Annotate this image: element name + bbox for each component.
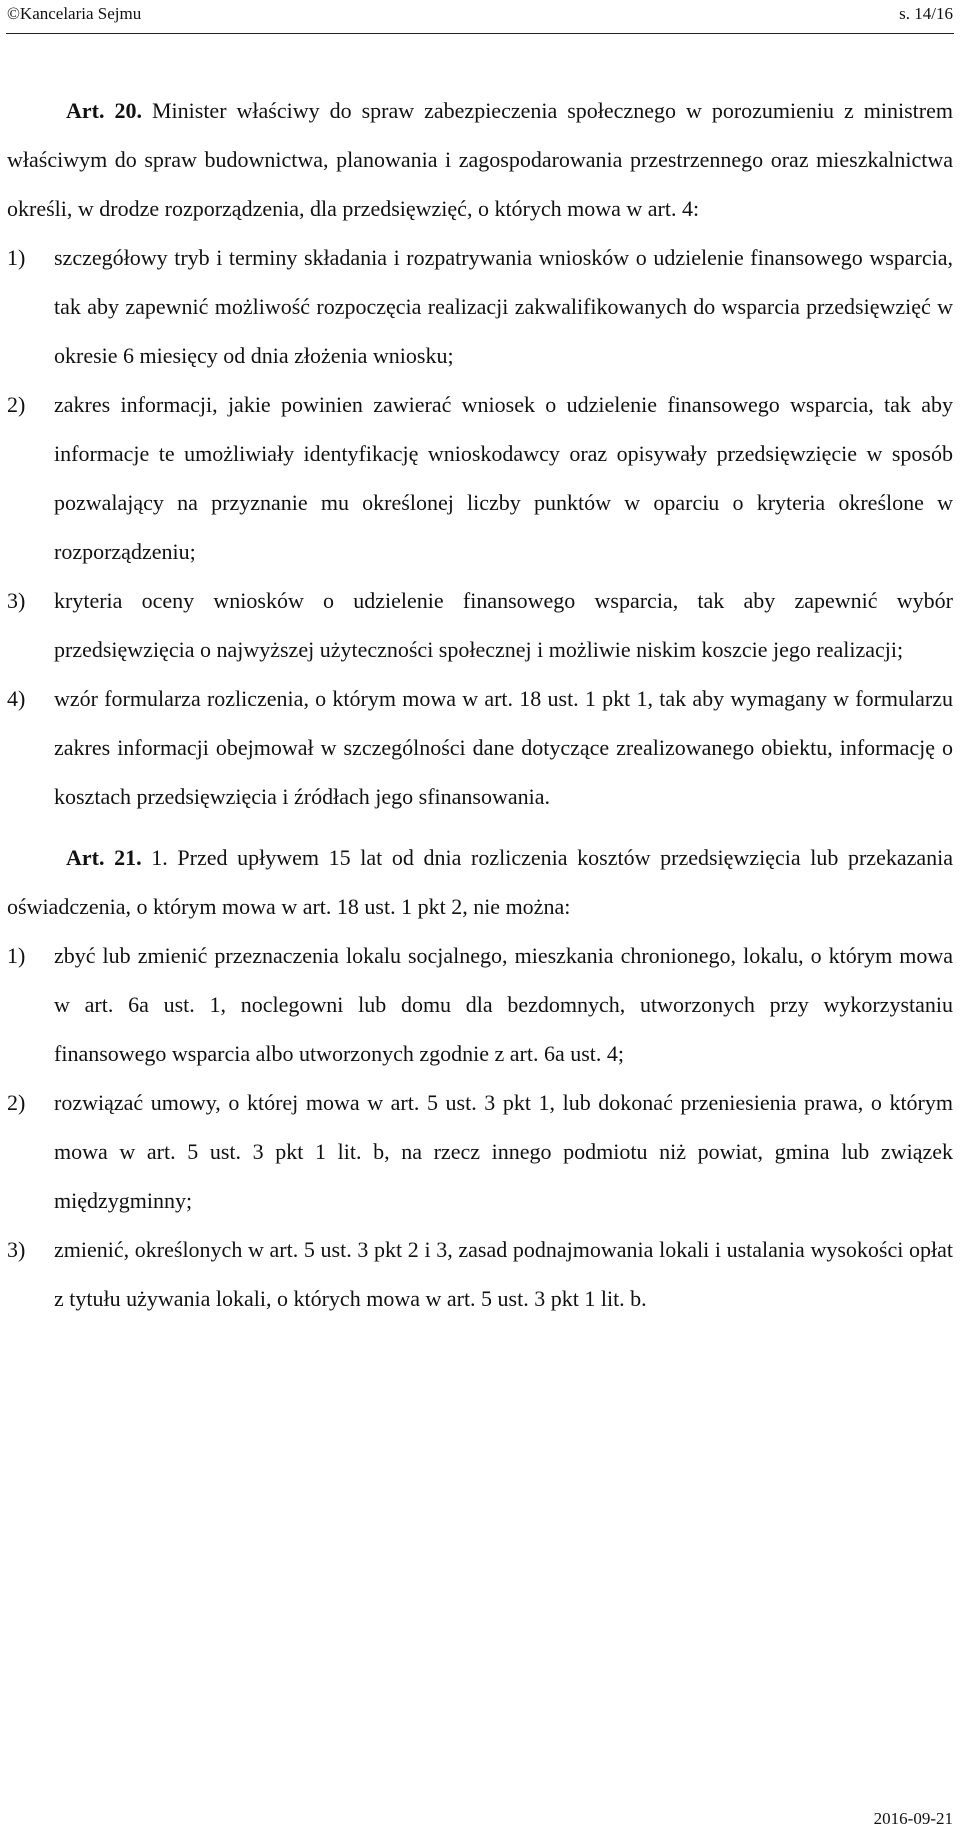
page-footer-date: 2016-09-21 [873, 1809, 953, 1828]
point-text: zbyć lub zmienić przeznaczenia lokalu socjalnego, mieszkania chronionego, lokalu, o którym mowa w art. 6a ust. 1, noclegowni lub domu dla bezdomnych, utworzonych przy wykorzystaniu finansowego wsparcia albo utworzonych zgodnie z art. 6a ust. 4; [54, 943, 953, 1066]
list-item [7, 1225, 953, 1323]
point-text: wzór formularza rozliczenia, o którym mowa w art. 18 ust. 1 pkt 1, tak aby wymagany w formularzu zakres informacji obejmował w szczególności dane dotyczące zrealizowanego obiektu, informację o kosztach przedsięwzięcia i źródłach jego sfinansowania. [54, 686, 953, 809]
point-number: 2) [7, 1090, 26, 1115]
point-number: 4) [7, 686, 26, 711]
list-item [7, 674, 953, 821]
article-21-label: Art. 21. [66, 845, 142, 870]
point-number: 2) [7, 392, 26, 417]
document-body [7, 86, 953, 1323]
article-20-points [7, 233, 953, 821]
list-item [7, 380, 953, 576]
list-item [7, 576, 953, 674]
point-text: kryteria oceny wniosków o udzielenie finansowego wsparcia, tak aby zapewnić wybór przedsięwzięcia o najwyższej użyteczności społecznej i możliwie niskim koszcie jego realizacji; [54, 588, 953, 662]
point-number: 1) [7, 943, 26, 968]
article-21-text: 1. Przed upływem 15 lat od dnia rozliczenia kosztów przedsięwzięcia lub przekazania oświadczenia, o którym mowa w art. 18 ust. 1 pkt 2, nie można: [7, 845, 954, 919]
section-spacer [7, 821, 953, 833]
article-21-intro [7, 833, 953, 931]
point-number: 1) [7, 245, 26, 270]
header-divider [6, 33, 954, 34]
page-number: s. 14/16 [899, 4, 953, 23]
source-label: ©Kancelaria Sejmu [7, 4, 142, 23]
point-text: szczegółowy tryb i terminy składania i rozpatrywania wniosków o udzielenie finansowego wsparcia, tak aby zapewnić możliwość rozpoczęcia realizacji zakwalifikowanych do wsparcia przedsięwzięć w okresie 6 miesięcy od dnia złożenia wniosku; [54, 245, 953, 368]
list-item [7, 233, 953, 380]
article-21-points [7, 931, 953, 1323]
point-text: zakres informacji, jakie powinien zawierać wniosek o udzielenie finansowego wsparcia, tak aby informacje te umożliwiały identyfikację wnioskodawcy oraz opisywały przedsięwzięcie w sposób pozwalający na przyznanie mu określonej liczby punktów w oparciu o kryteria określone w rozporządzeniu; [54, 392, 953, 564]
page-header [7, 4, 953, 32]
article-20-label: Art. 20. [66, 98, 142, 123]
article-20-intro [7, 86, 953, 233]
point-number: 3) [7, 588, 26, 613]
point-number: 3) [7, 1237, 26, 1262]
list-item [7, 1078, 953, 1225]
article-20-text: Minister właściwy do spraw zabezpieczenia społecznego w porozumieniu z ministrem właściwym do spraw budownictwa, planowania i zagospodarowania przestrzennego oraz mieszkalnictwa określi, w drodze rozporządzenia, dla przedsięwzięć, o których mowa w art. 4: [7, 98, 953, 221]
list-item [7, 931, 953, 1078]
point-text: rozwiązać umowy, o której mowa w art. 5 ust. 3 pkt 1, lub dokonać przeniesienia prawa, o którym mowa w art. 5 ust. 3 pkt 1 lit. b, na rzecz innego podmiotu niż powiat, gmina lub związek międzygminny; [54, 1090, 953, 1213]
point-text: zmienić, określonych w art. 5 ust. 3 pkt 2 i 3, zasad podnajmowania lokali i ustalania wysokości opłat z tytułu używania lokali, o których mowa w art. 5 ust. 3 pkt 1 lit. b. [54, 1237, 953, 1311]
